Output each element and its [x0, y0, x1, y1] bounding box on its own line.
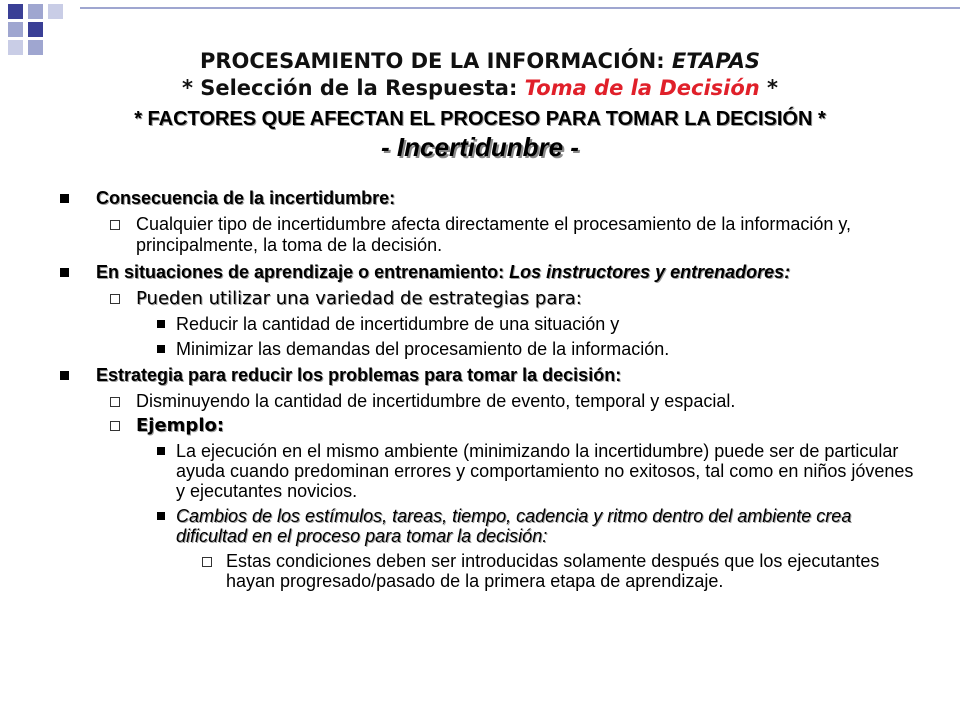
title-line-1: PROCESAMIENTO DE LA INFORMACIÓN: ETAPAS [199, 49, 761, 73]
list-item: Disminuyendo la cantidad de incertidumbre de evento, temporal y espacial. [60, 391, 920, 412]
list-item: Cualquier tipo de incertidumbre afecta directamente el procesamiento de la información y, principalmente, la toma de la decisión. [60, 214, 920, 256]
hollow-square-bullet-icon [110, 397, 120, 407]
square-bullet-icon [157, 512, 165, 520]
list-item: Minimizar las demandas del procesamiento de la información. [60, 339, 920, 359]
square-bullet-icon [157, 345, 165, 353]
list-item: En situaciones de aprendizaje o entrenamiento: Los instructores y entrenadores: [60, 262, 920, 282]
list-item: Estas condiciones deben ser introducidas solamente después que los ejecutantes hayan progresado/pasado de la primera etapa de aprendizaje. [60, 551, 920, 591]
list-item: La ejecución en el mismo ambiente (minimizando la incertidumbre) puede ser de particular ayuda cuando predominan errores y comportamiento no exitosos, tal como en niños jóvenes y ejecutantes novicios. [60, 441, 920, 501]
hollow-square-bullet-icon [110, 220, 120, 230]
bullet-list [60, 186, 920, 591]
hollow-square-bullet-icon [110, 294, 120, 304]
square-bullet-icon [157, 320, 165, 328]
title-line-4: - Incertidunbre - [381, 132, 579, 162]
title-line-3: * FACTORES QUE AFECTAN EL PROCESO PARA TOMAR LA DECISIÓN * [134, 108, 826, 130]
hollow-square-bullet-icon [110, 421, 120, 431]
deco-square [28, 4, 43, 19]
slide-title [0, 48, 960, 162]
square-bullet-icon [60, 194, 69, 203]
deco-square [8, 4, 23, 19]
title-line-2: * Selección de la Respuesta: Toma de la Decisión * [181, 76, 779, 100]
square-bullet-icon [60, 268, 69, 277]
square-bullet-icon [60, 371, 69, 380]
deco-square [28, 22, 43, 37]
list-item: Pueden utilizar una variedad de estrategias para: [60, 288, 920, 310]
deco-square [48, 4, 63, 19]
square-bullet-icon [157, 447, 165, 455]
list-item: Estrategia para reducir los problemas para tomar la decisión: [60, 365, 920, 385]
list-item: Ejemplo: [60, 415, 920, 437]
list-item: Cambios de los estímulos, tareas, tiempo, cadencia y ritmo dentro del ambiente crea dificultad en el proceso para tomar la decisión: [60, 506, 920, 546]
hollow-square-bullet-icon [202, 557, 212, 567]
header-rule [80, 7, 960, 9]
list-item: Reducir la cantidad de incertidumbre de una situación y [60, 314, 920, 334]
list-item: Consecuencia de la incertidumbre: [60, 188, 920, 208]
deco-square [8, 22, 23, 37]
